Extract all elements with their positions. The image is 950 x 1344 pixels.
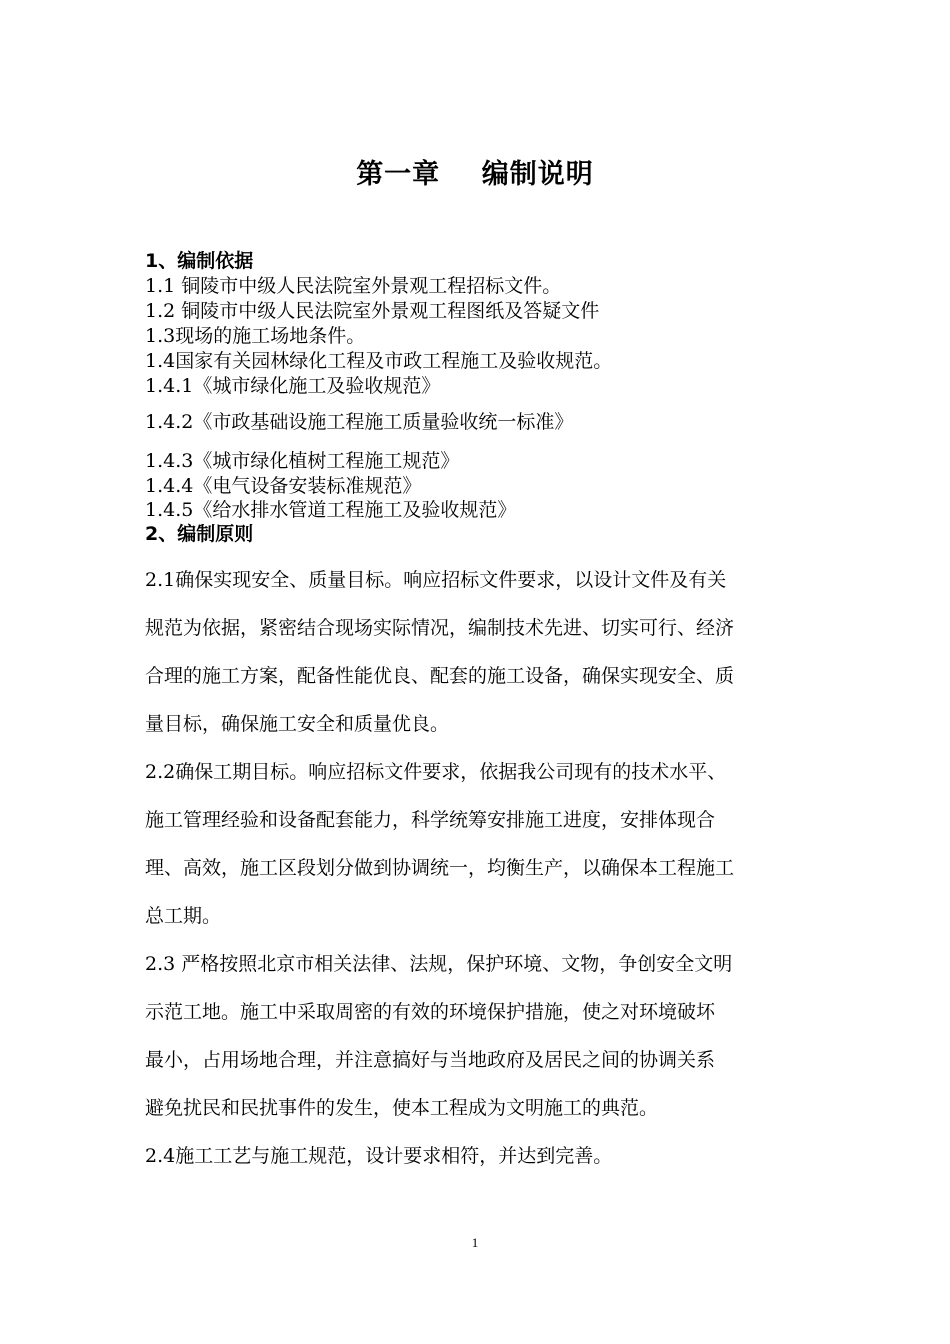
paragraph-2-3 (145, 940, 810, 1132)
list-item: 1.1 铜陵市中级人民法院室外景观工程招标文件。 (145, 275, 562, 297)
list-item: 1.4.3《城市绿化植树工程施工规范》 (145, 450, 460, 472)
paragraph-line: 避免扰民和民扰事件的发生，使本工程成为文明施工的典范。 (145, 1097, 659, 1119)
paragraph-line: 理、高效，施工区段划分做到协调统一，均衡生产，以确保本工程施工 (145, 857, 735, 879)
paragraph-line: 2.2确保工期目标。响应招标文件要求，依据我公司现有的技术水平、 (145, 761, 727, 783)
list-item: 1.2 铜陵市中级人民法院室外景观工程图纸及答疑文件 (145, 300, 600, 322)
list-item: 1.4.4《电气设备安装标准规范》 (145, 475, 422, 497)
list-item: 1.4.5《给水排水管道工程施工及验收规范》 (145, 499, 517, 521)
paragraph-line: 2.1确保实现安全、质量目标。响应招标文件要求，以设计文件及有关 (145, 569, 727, 591)
list-item: 1.3现场的施工场地条件。 (145, 325, 366, 347)
section-2-heading: 2、编制原则 (145, 523, 254, 545)
page-number: 1 (471, 1235, 479, 1250)
paragraph-line: 2.4施工工艺与施工规范，设计要求相符，并达到完善。 (145, 1145, 613, 1167)
paragraph-line: 2.3 严格按照北京市相关法律、法规，保护环境、文物，争创安全文明 (145, 953, 733, 975)
list-item: 1.4国家有关园林绿化工程及市政工程施工及验收规范。 (145, 350, 613, 372)
list-item: 1.4.1《城市绿化施工及验收规范》 (145, 375, 441, 397)
paragraph-line: 施工管理经验和设备配套能力，科学统筹安排施工进度，安排体现合 (145, 809, 716, 831)
paragraph-line: 总工期。 (145, 905, 222, 927)
paragraph-2-2 (145, 748, 810, 940)
paragraph-line: 最小，占用场地合理，并注意搞好与当地政府及居民之间的协调关系 (145, 1049, 716, 1071)
paragraph-line: 规范为依据，紧密结合现场实际情况，编制技术先进、切实可行、经济 (145, 617, 735, 639)
paragraph-2-4 (145, 1132, 810, 1180)
paragraph-line: 量目标，确保施工安全和质量优良。 (145, 713, 450, 735)
paragraph-line: 合理的施工方案，配备性能优良、配套的施工设备，确保实现安全、质 (145, 665, 735, 687)
paragraph-2-1 (145, 556, 810, 748)
chapter-title: 第一章 编制说明 (356, 159, 594, 190)
list-item: 1.4.2《市政基础设施工程施工质量验收统一标准》 (145, 411, 574, 433)
section-1-heading: 1、编制依据 (145, 250, 254, 272)
paragraph-line: 示范工地。施工中采取周密的有效的环境保护措施，使之对环境破坏 (145, 1001, 716, 1023)
